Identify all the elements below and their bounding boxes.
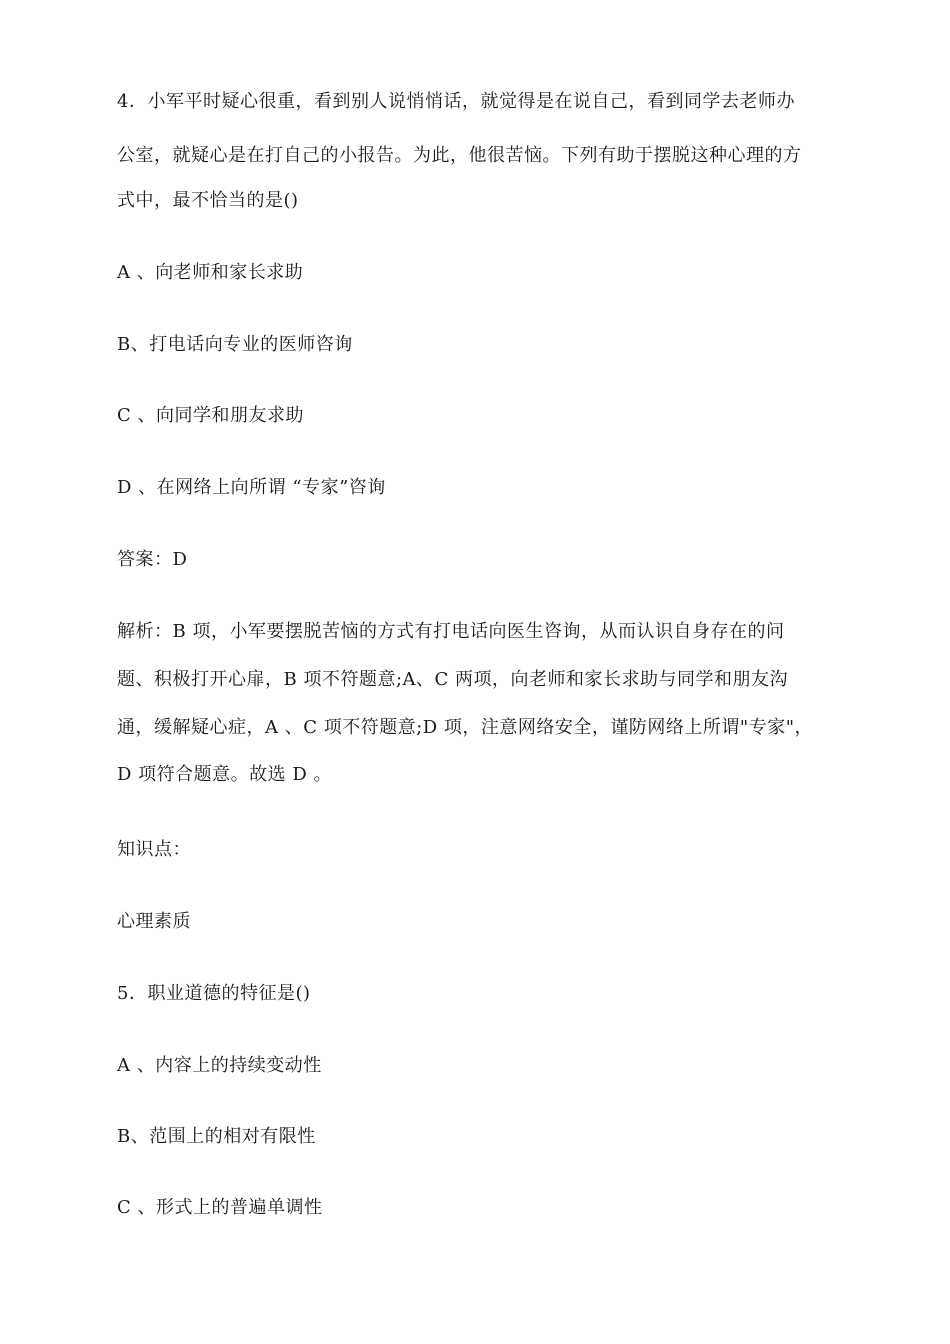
question-4-analysis-line-2: 题、积极打开心扉，B 项不符题意;A、C 两项，向老师和家长求助与同学和朋友沟 (117, 669, 789, 690)
question-4-analysis-line-1: 解析：B 项，小军要摆脱苦恼的方式有打电话向医生咨询，从而认识自身存在的问 (117, 621, 785, 642)
question-4-option-c: C 、向同学和朋友求助 (117, 405, 304, 426)
question-4-answer: 答案：D (117, 549, 188, 570)
question-5-option-a: A 、内容上的持续变动性 (117, 1055, 322, 1076)
question-4-option-b: B、打电话向专业的医师咨询 (117, 334, 353, 355)
question-5-option-c: C 、形式上的普遍单调性 (117, 1197, 323, 1218)
question-4-knowledge-value: 心理素质 (117, 911, 191, 932)
question-4-knowledge-label: 知识点： (117, 839, 191, 860)
question-4-analysis-line-3: 通，缓解疑心症，A 、C 项不符题意;D 项，注意网络安全，谨防网络上所谓"专家"， (117, 717, 813, 738)
question-5-option-b: B、范围上的相对有限性 (117, 1126, 316, 1147)
question-4-stem-line-3: 式中，最不恰当的是() (117, 190, 299, 211)
question-4-stem-line-2: 公室，就疑心是在打自己的小报告。为此，他很苦恼。下列有助于摆脱这种心理的方 (117, 145, 802, 166)
question-5-stem: 5．职业道德的特征是() (117, 983, 311, 1004)
question-4-stem-line-1: 4．小军平时疑心很重，看到别人说悄悄话，就觉得是在说自己，看到同学去老师办 (117, 91, 795, 112)
question-4-analysis-line-4: D 项符合题意。故选 D 。 (117, 764, 333, 785)
question-4-option-a: A 、向老师和家长求助 (117, 262, 304, 283)
question-4-option-d: D 、在网络上向所谓 “专家”咨询 (117, 477, 386, 498)
